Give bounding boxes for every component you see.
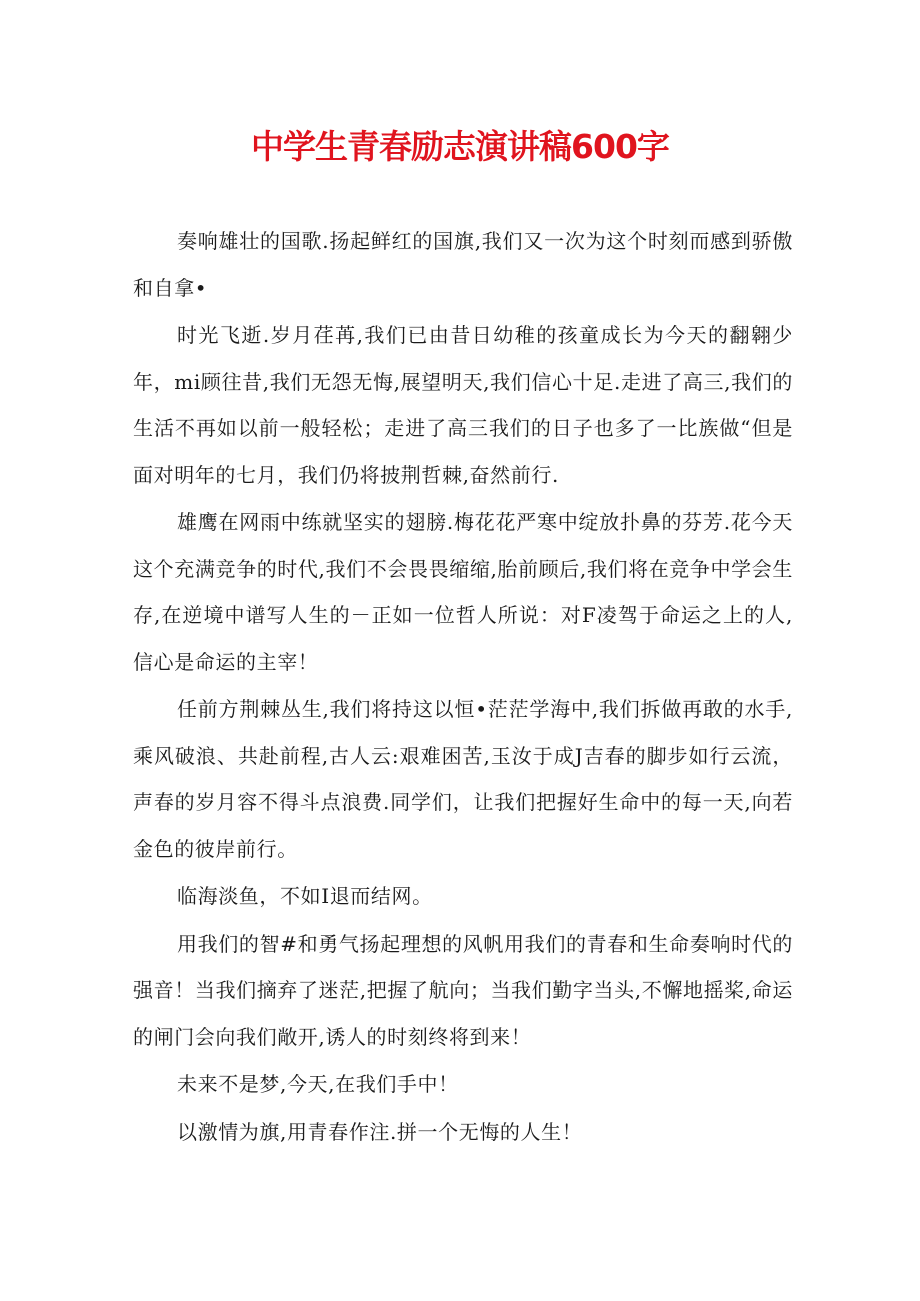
paragraph: 时光飞逝.岁月荏苒,我们已由昔日幼稚的孩童成长为今天的翻翱少年，mi顾往昔,我们无怨无悔,展望明天,我们信心十足.走进了高三,我们的生活不再如以前一般轻松；走进了高三我们的日子也多了一比族做“但是面对明年的七月，我们仍将披荆哲棘,奋然前行. (133, 323, 793, 487)
paragraph: 以激情为旗,用青春作注.拼一个无悔的人生！ (177, 1119, 583, 1144)
paragraph: 用我们的智#和勇气扬起理想的风帆用我们的青春和生命奏响时代的强音！当我们摘弃了迷茫,把握了航向；当我们勤字当头,不懈地摇桨,命运的闸门会向我们敞开,诱人的时刻终将到来！ (133, 931, 793, 1049)
paragraph: 临海淡鱼，不如I退而结网。 (177, 884, 433, 908)
paragraph: 雄鹰在网雨中练就坚实的翅膀.梅花花严寒中绽放扑鼻的芬芳.花今天这个充满竞争的时代,我们不会畏畏缩缩,胎前顾后,我们将在竞争中学会生存,在逆境中谱写人生的－正如一位哲人所说：对F凌驾于命运之上的人,信心是命运的主宰！ (133, 510, 793, 674)
paragraph: 未来不是梦,今天,在我们手中！ (177, 1072, 459, 1096)
document-body (133, 218, 793, 1156)
paragraph: 奏响雄壮的国歌.扬起鲜红的国旗,我们又一次为这个时刻而感到骄傲和自拿• (133, 229, 793, 300)
paragraph: 任前方荆棘丛生,我们将持这以恒•茫茫学海中,我们拆做再敢的水手,乘风破浪、共赴前程,古人云:艰难困苦,玉汝于成J吉春的脚步如行云流，声春的岁月容不得斗点浪费.同学们，让我们把握好生命中的每一天,向若金色的彼岸前行。 (133, 697, 793, 861)
document-title: 中学生青春励志演讲稿600字 (251, 127, 669, 166)
